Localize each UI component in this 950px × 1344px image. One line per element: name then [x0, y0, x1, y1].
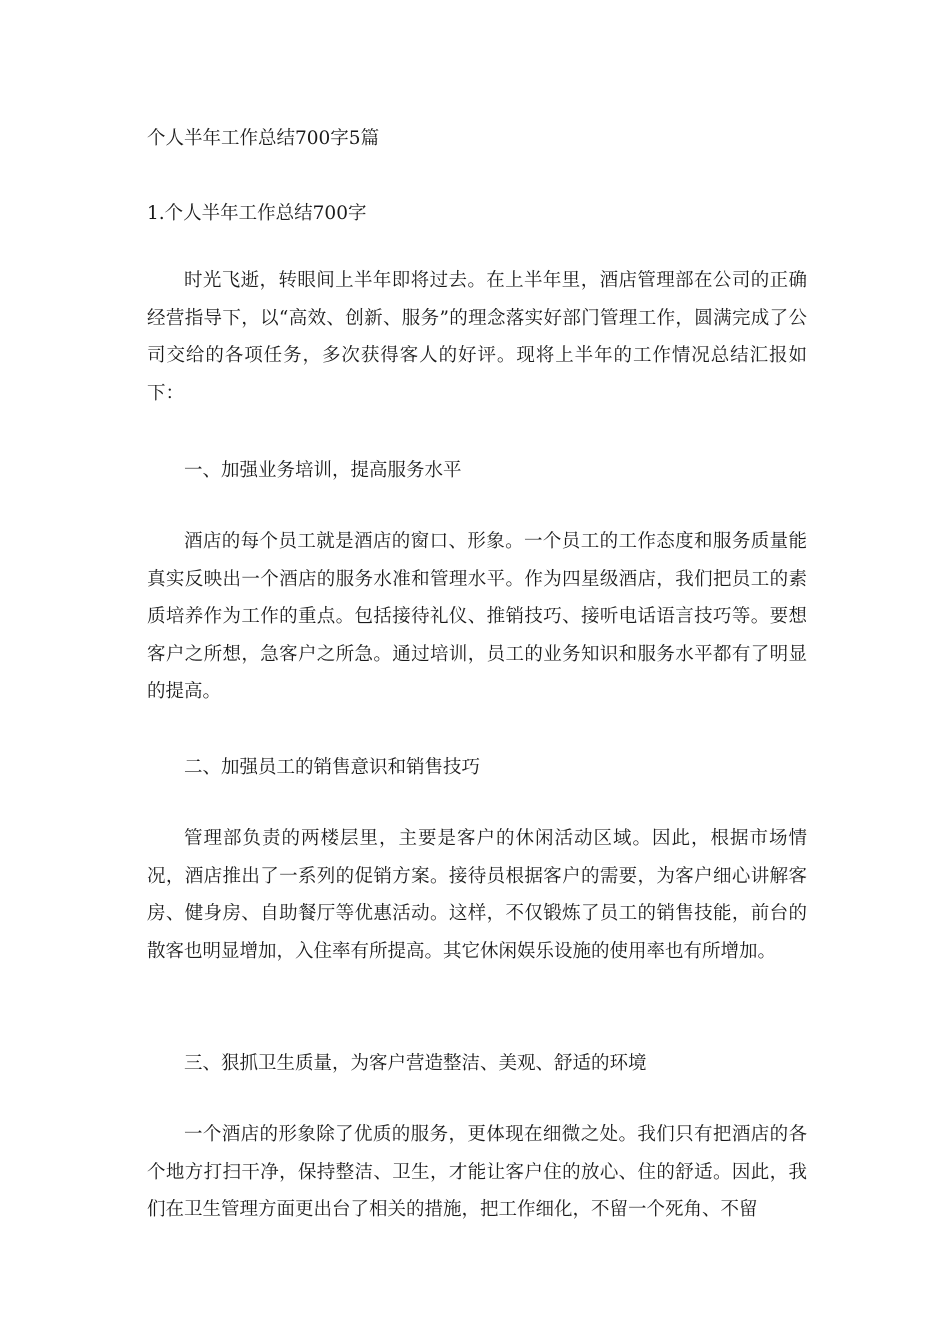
- section-heading-3: 三、狠抓卫生质量，为客户营造整洁、美观、舒适的环境: [184, 1053, 647, 1074]
- section-body-3: 一个酒店的形象除了优质的服务，更体现在细微之处。我们只有把酒店的各个地方打扫干净，保持整洁、卫生，才能让客户住的放心、住的舒适。因此，我们在卫生管理方面更出台了相关的措施，把工作细化，不留一个死角、不留: [147, 1124, 807, 1220]
- intro-paragraph: 时光飞逝，转眼间上半年即将过去。在上半年里，酒店管理部在公司的正确经营指导下，以“高效、创新、服务”的理念落实好部门管理工作，圆满完成了公司交给的各项任务，多次获得客人的好评。现将上半年的工作情况总结汇报如下：: [147, 270, 807, 404]
- document-title: 个人半年工作总结700字5篇: [147, 128, 380, 149]
- section-subtitle: 1.个人半年工作总结700字: [147, 203, 367, 224]
- section-heading-2: 二、加强员工的销售意识和销售技巧: [184, 757, 481, 778]
- section-body-2: 管理部负责的两楼层里，主要是客户的休闲活动区域。因此，根据市场情况，酒店推出了一系列的促销方案。接待员根据客户的需要，为客户细心讲解客房、健身房、自助餐厅等优惠活动。这样，不仅锻炼了员工的销售技能，前台的散客也明显增加，入住率有所提高。其它休闲娱乐设施的使用率也有所增加。: [147, 828, 807, 962]
- section-heading-1: 一、加强业务培训，提高服务水平: [184, 460, 462, 481]
- section-body-1: 酒店的每个员工就是酒店的窗口、形象。一个员工的工作态度和服务质量能真实反映出一个酒店的服务水准和管理水平。作为四星级酒店，我们把员工的素质培养作为工作的重点。包括接待礼仪、推销技巧、接听电话语言技巧等。要想客户之所想，急客户之所急。通过培训，员工的业务知识和服务水平都有了明显的提高。: [147, 531, 807, 702]
